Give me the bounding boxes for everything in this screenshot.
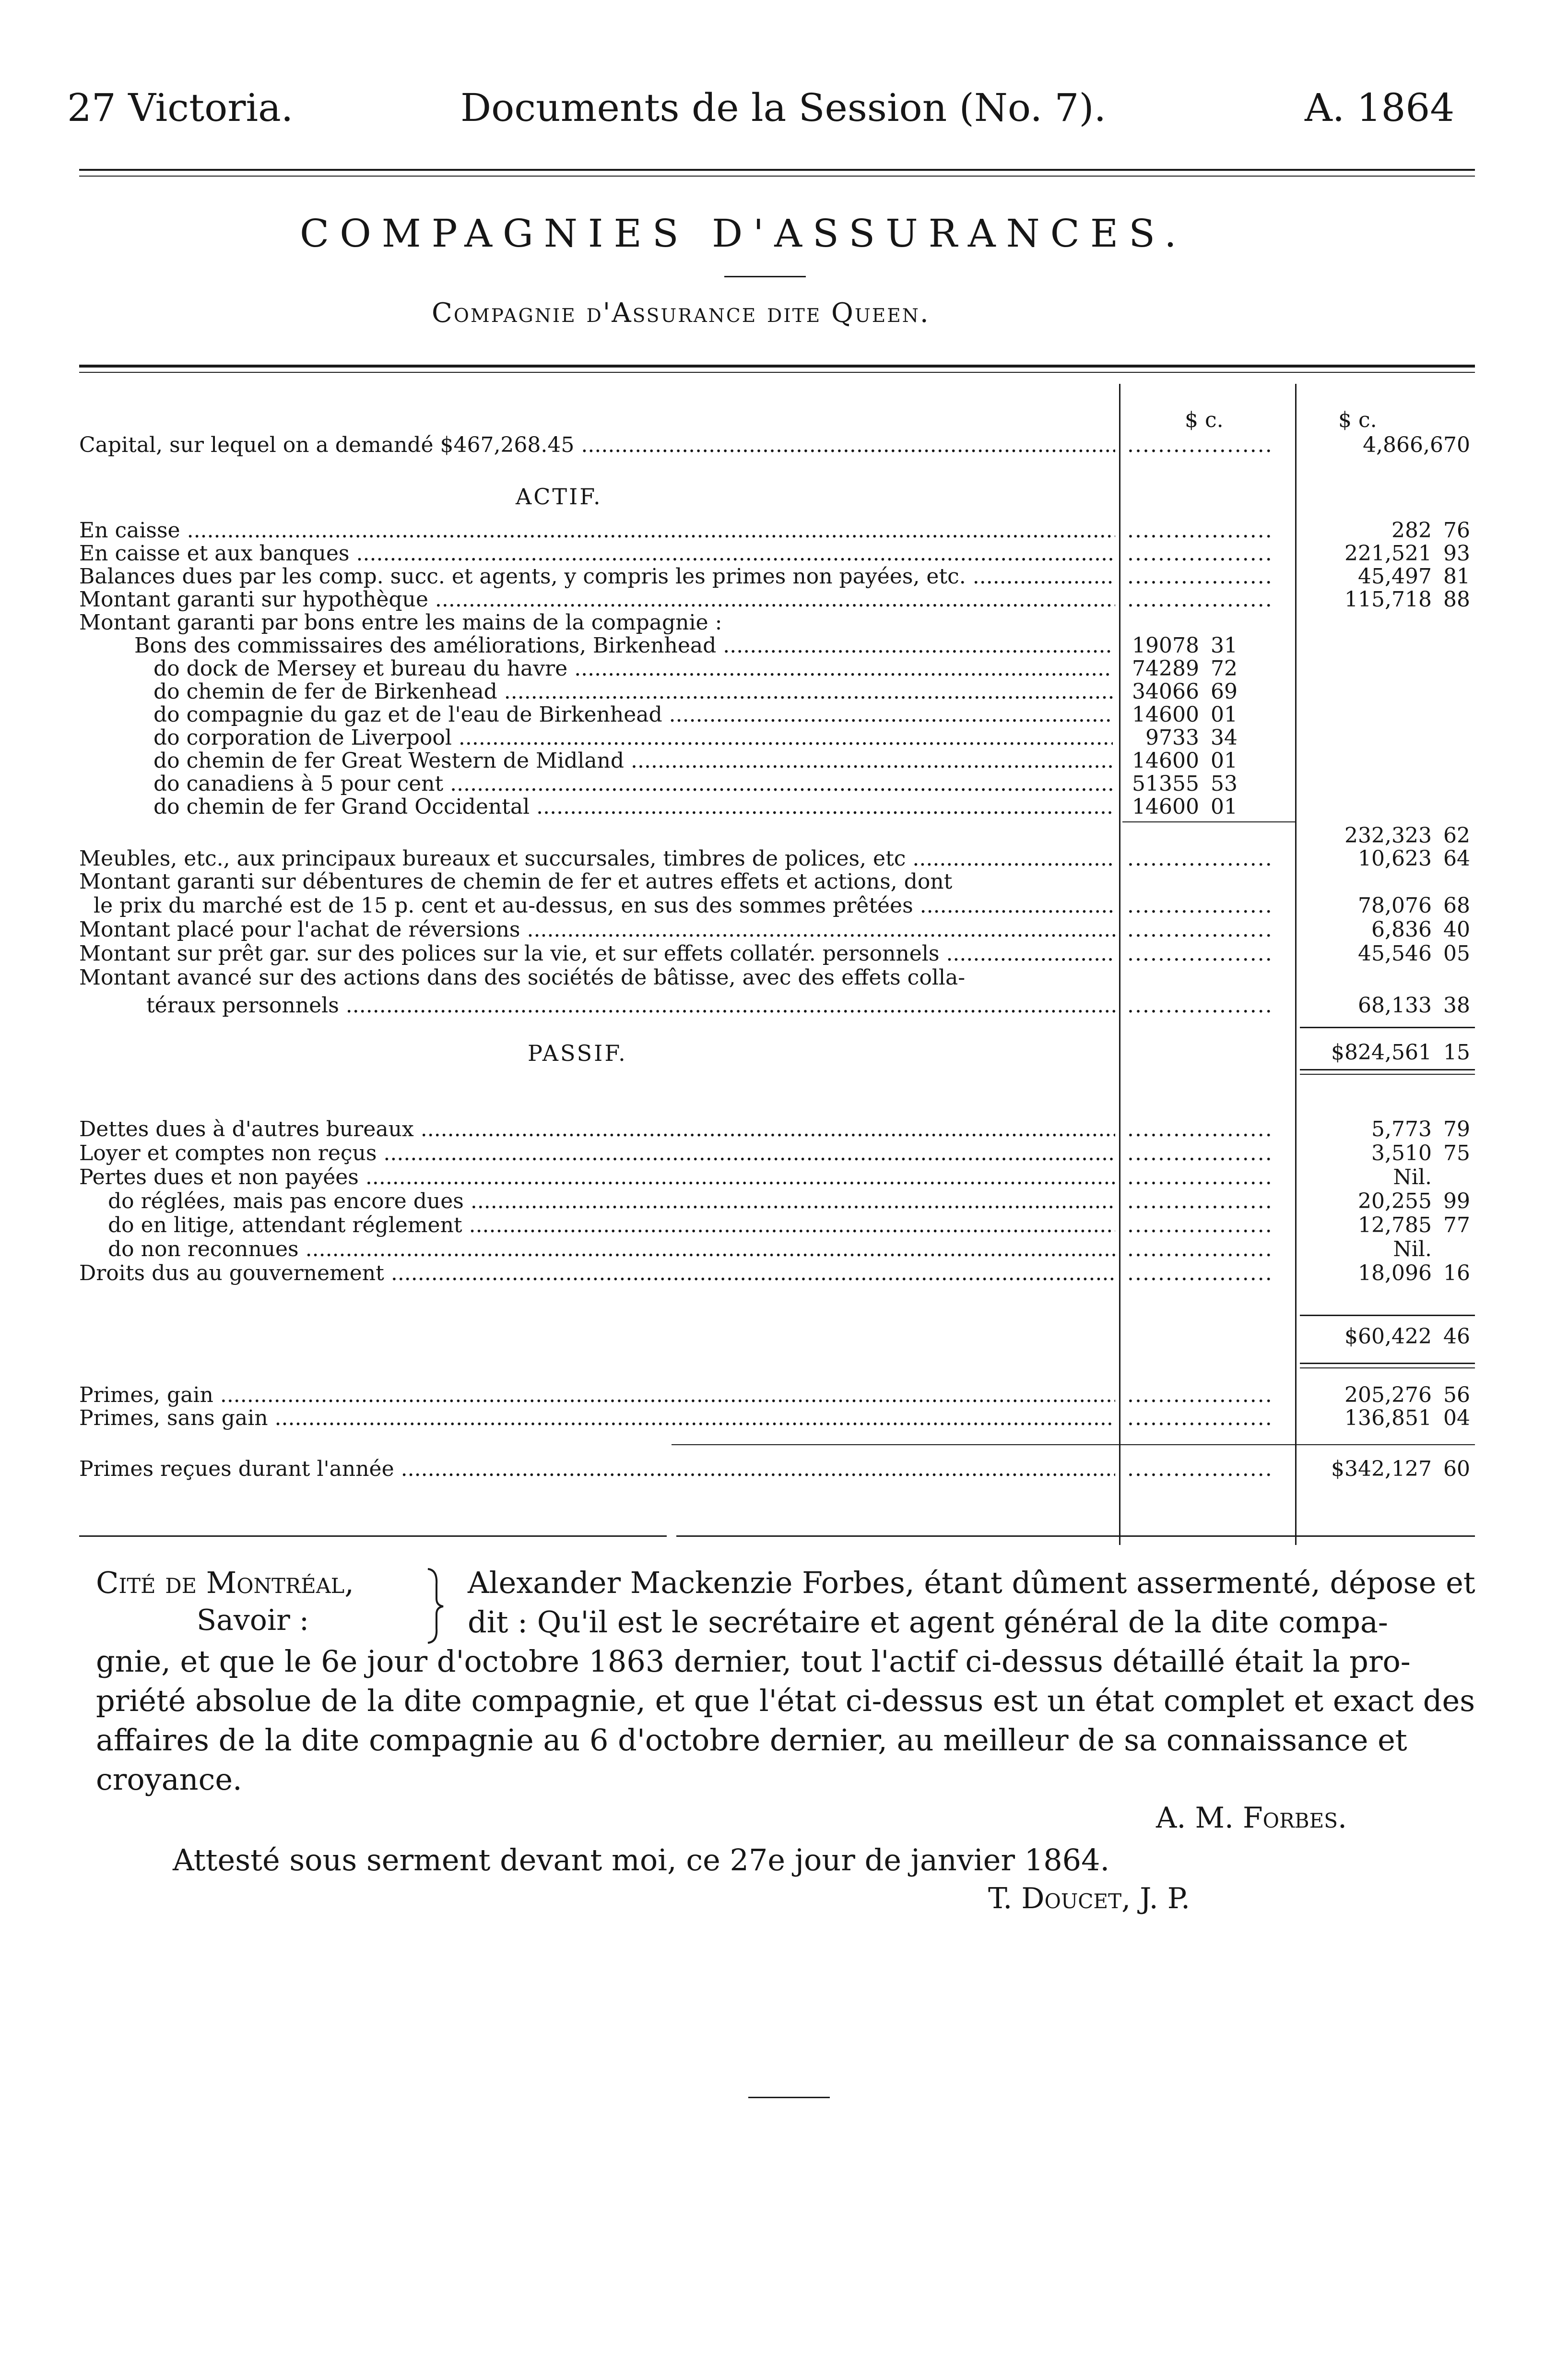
header-left: 27 Victoria. — [67, 85, 294, 130]
bond-row: Bons des commissaires des améliorations, Birkenhead ..... 19078 31 — [134, 633, 1381, 658]
debentures-row: le prix du marché est de 15 p. cent et au-dessus, en sus des sommes prêtées ..... ..... 78,076 68 — [79, 893, 1475, 918]
actif-total-row: $824,561 15 — [1331, 1040, 1470, 1065]
col2-head: $ c. — [1338, 408, 1377, 432]
primes-row: Primes, sans gain ..... ..... 136,851 04 — [79, 1406, 1475, 1431]
advance-line1: Montant avancé sur des actions dans des sociétés de bâtisse, avec des effets colla- — [79, 965, 966, 990]
table-bottom-rule-right — [676, 1535, 1475, 1537]
col1-head: $ c. — [1185, 408, 1224, 432]
justice-signature: T. Doucet, J. P. — [988, 1882, 1191, 1915]
actif-row: Meubles, etc., aux principaux bureaux et succursales, timbres de polices, etc ..... ..... 10,623 64 — [79, 846, 1475, 871]
bond-row: do canadiens à 5 pour cent ..... 51355 53 — [153, 772, 1401, 796]
capital-row — [79, 433, 1475, 458]
primes-sum-rule — [672, 1444, 1475, 1445]
bond-row: do chemin de fer Great Western de Midland ..... 14600 01 — [153, 748, 1401, 773]
affidavit-savoir: Savoir : — [197, 1604, 309, 1637]
passif-row: do non reconnues ..... ..... Nil. — [79, 1237, 1475, 1262]
actif-row: Montant placé pour l'achat de réversions ..... ..... 6,836 40 — [79, 917, 1475, 942]
bonds-intro: Montant garanti par bons entre les mains de la compagnie : — [79, 610, 722, 635]
header-right: A. 1864 — [1305, 85, 1455, 130]
passif-heading: PASSIF. — [528, 1040, 627, 1066]
actif-row: En caisse ..... ..... 282 76 — [79, 518, 1475, 543]
passif-row: Dettes dues à d'autres bureaux ..... ..... 5,773 79 — [79, 1117, 1475, 1142]
passif-total: $60,422 — [1344, 1324, 1432, 1349]
actif-heading: ACTIF. — [516, 484, 602, 510]
affidavit-line6: croyance. — [96, 1762, 242, 1797]
affidavit-line1: Alexander Mackenzie Forbes, étant dûment assermenté, dépose et — [468, 1565, 1475, 1600]
header-rule-top — [79, 169, 1475, 171]
bond-row: do chemin de fer Grand Occidental ..... 14600 01 — [153, 795, 1401, 820]
primes-row: Primes, gain ..... ..... 205,276 56 — [79, 1383, 1475, 1408]
actif-total: $824,561 — [1331, 1040, 1432, 1065]
passif-row: Pertes dues et non payées ..... ..... Nil. — [79, 1165, 1475, 1190]
advance-row: téraux personnels ..... ..... 68,133 38 — [79, 993, 1475, 1018]
passif-row: do en litige, attendant réglement ..... ..... 12,785 77 — [79, 1213, 1475, 1238]
end-rule — [748, 2097, 830, 2098]
actif-row: Balances dues par les comp. succ. et agents, y compris les primes non payées, etc. ..... ..... 45,497 81 — [79, 564, 1475, 589]
bond-row: do dock de Mersey et bureau du havre ..... 74289 72 — [153, 656, 1401, 681]
dot-leader — [1127, 433, 1271, 458]
actif-row: Montant garanti sur hypothèque ..... ..... 115,718 88 — [79, 587, 1475, 612]
actif-total-underline-2 — [1300, 1074, 1475, 1075]
bond-row: do corporation de Liverpool ..... 9733 34 — [153, 725, 1401, 750]
passif-total-underline — [1300, 1363, 1475, 1364]
passif-total-row: $60,422 46 — [1344, 1324, 1470, 1349]
affidavit-line3: gnie, et que le 6e jour d'octobre 1863 dernier, tout l'actif ci-dessus détaillé était la pro- — [96, 1644, 1411, 1679]
signature: A. M. Forbes. — [1156, 1801, 1347, 1835]
table-bottom-rule-left — [79, 1535, 667, 1537]
capital-value: 4,866,670 — [1363, 433, 1470, 457]
actif-row: Montant sur prêt gar. sur des polices sur la vie, et sur effets collatér. personnels ..... ..... 45,546 05 — [79, 941, 1475, 966]
passif-total-rule — [1300, 1315, 1475, 1316]
passif-row: Loyer et comptes non reçus ..... ..... 3,510 75 — [79, 1141, 1475, 1166]
bond-row: do chemin de fer de Birkenhead ..... 34066 69 — [153, 679, 1401, 704]
brace-icon — [422, 1565, 451, 1647]
page-subtitle: Compagnie d'Assurance dite Queen. — [432, 297, 930, 329]
header-center: Documents de la Session (No. 7). — [460, 85, 1107, 130]
debentures-line1: Montant garanti sur débentures de chemin de fer et autres effets et actions, dont — [79, 869, 953, 894]
actif-total-underline — [1300, 1069, 1475, 1070]
page-title: COMPAGNIES D'ASSURANCES. — [300, 211, 1187, 256]
primes-total-row: Primes reçues durant l'année ..... ..... $342,127 60 — [79, 1457, 1475, 1482]
passif-row: Droits dus au gouvernement ..... ..... 18,096 16 — [79, 1261, 1475, 1286]
attestation: Attesté sous serment devant moi, ce 27e jour de janvier 1864. — [173, 1842, 1110, 1877]
passif-total-underline-2 — [1300, 1367, 1475, 1368]
table-top-rule — [79, 365, 1475, 368]
bond-row: do compagnie du gaz et de l'eau de Birkenhead ..... 14600 01 — [153, 702, 1401, 727]
actif-total-rule — [1300, 1027, 1475, 1028]
title-underline — [724, 276, 806, 277]
affidavit-line4: priété absolue de la dite compagnie, et que l'état ci-dessus est un état complet et exact des — [96, 1683, 1475, 1718]
affidavit-cite: Cité de Montréal, — [96, 1565, 354, 1600]
table-top-rule-thin — [79, 372, 1475, 373]
affidavit-line2: dit : Qu'il est le secrétaire et agent général de la dite compa- — [468, 1604, 1388, 1639]
affidavit-line5: affaires de la dite compagnie au 6 d'octobre dernier, au meilleur de sa connaissance et — [96, 1723, 1407, 1758]
bonds-total-row: 232,323 62 — [1344, 823, 1470, 848]
actif-row: En caisse et aux banques ..... ..... 221,521 93 — [79, 541, 1475, 566]
primes-total: $342,127 — [1331, 1457, 1432, 1481]
capital-label: Capital, sur lequel on a demandé $467,268.45 ..... — [79, 433, 1115, 458]
passif-row: do réglées, mais pas encore dues ..... ..... 20,255 99 — [79, 1189, 1475, 1214]
bonds-sum-rule — [1122, 821, 1295, 822]
header-rule-bottom — [79, 176, 1475, 177]
